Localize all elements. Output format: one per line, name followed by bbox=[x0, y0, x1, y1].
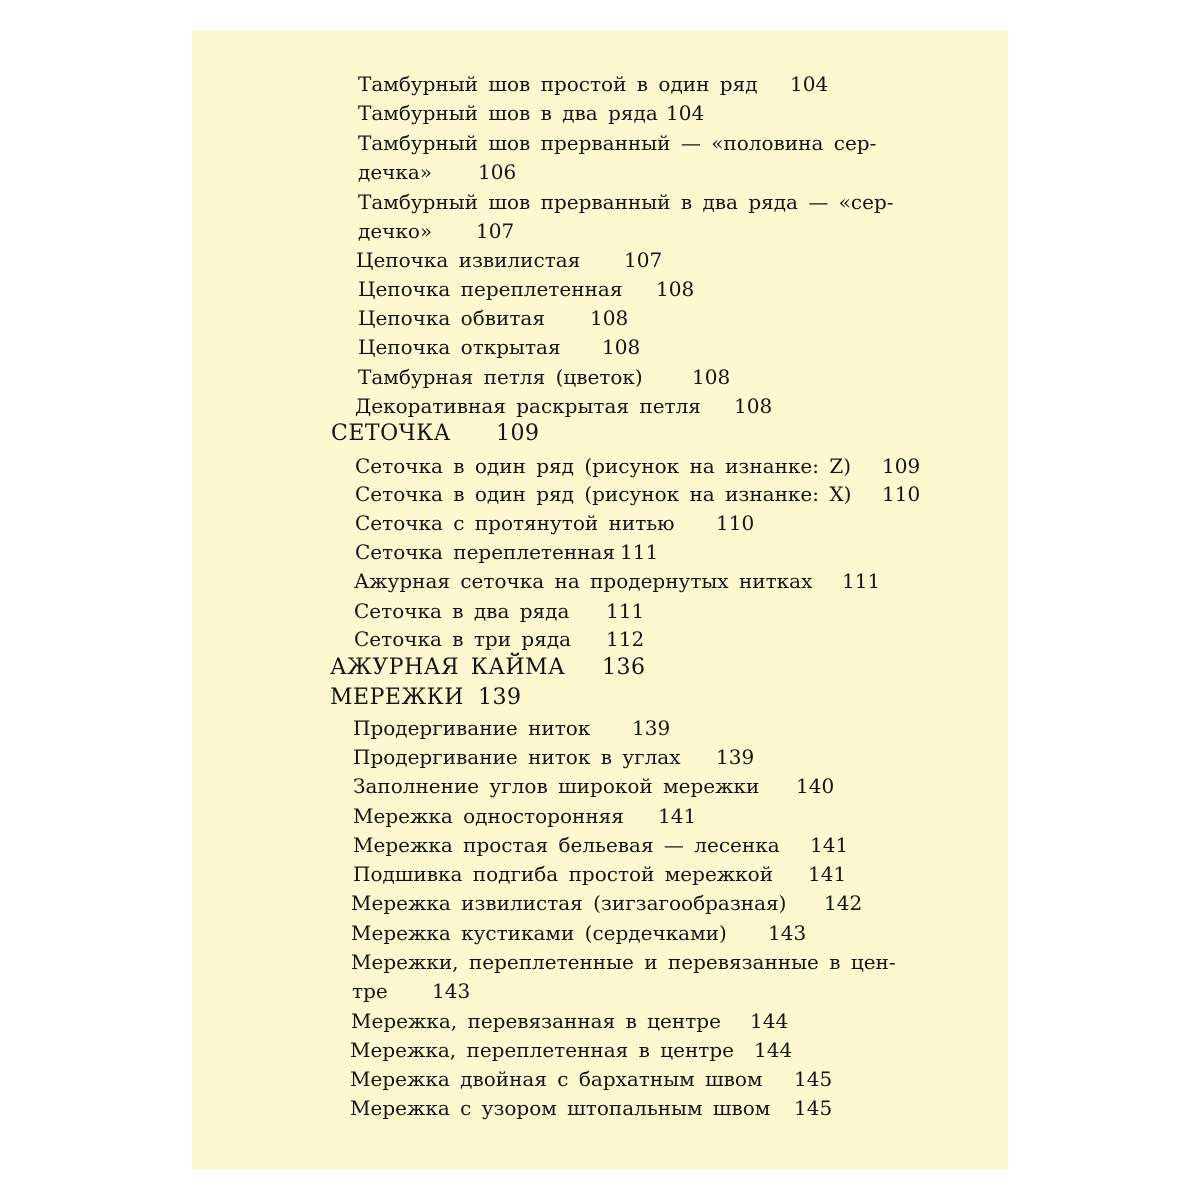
toc-entry-title: Цепочка переплетенная bbox=[358, 277, 623, 301]
toc-entry bbox=[358, 306, 629, 330]
toc-page-number: 108 bbox=[692, 365, 731, 389]
toc-entry bbox=[358, 365, 731, 389]
toc-entry-title: дечко» bbox=[358, 219, 433, 243]
toc-entry-title: Мережка, переплетенная в центре bbox=[350, 1038, 734, 1062]
toc-page-number: 144 bbox=[750, 1009, 789, 1033]
toc-entry bbox=[358, 101, 705, 125]
toc-entry-title: дечка» bbox=[358, 160, 433, 184]
toc-entry bbox=[353, 833, 849, 857]
toc-entry bbox=[353, 804, 697, 828]
toc-entry bbox=[358, 219, 515, 243]
toc-entry-title: СЕТОЧКА bbox=[331, 421, 451, 446]
toc-entry-title: Тамбурный шов прерванный в два ряда — «сер- bbox=[358, 190, 894, 214]
toc-page-number: 139 bbox=[716, 745, 755, 769]
toc-page-number: 141 bbox=[658, 804, 697, 828]
toc-entry-title: Сеточка в три ряда bbox=[354, 627, 572, 651]
toc-entry-title: Ажурная сеточка на продернутых нитках bbox=[354, 569, 813, 593]
toc-entry bbox=[355, 394, 773, 418]
toc-entry-title: Цепочка открытая bbox=[358, 335, 561, 359]
toc-page-number: 108 bbox=[656, 277, 695, 301]
toc-entry bbox=[352, 979, 471, 1003]
toc-page-number: 109 bbox=[882, 454, 921, 478]
toc-page-number: 141 bbox=[808, 862, 847, 886]
toc-page-number: 136 bbox=[602, 655, 646, 680]
toc-page-number: 104 bbox=[790, 72, 829, 96]
toc-entry-title: Мережки, переплетенные и перевязанные в цен- bbox=[351, 950, 896, 974]
toc-entry-title: Мережка извилистая (зигзагообразная) bbox=[351, 891, 787, 915]
toc-entry bbox=[351, 1009, 789, 1033]
toc-entry bbox=[354, 569, 881, 593]
toc-entry bbox=[355, 454, 921, 478]
toc-page-number: 139 bbox=[478, 685, 522, 710]
toc-page-number: 109 bbox=[496, 421, 540, 446]
toc-entry-title: Тамбурный шов прерванный — «половина сер- bbox=[358, 131, 877, 155]
toc-entry-title: Декоративная раскрытая петля bbox=[355, 394, 701, 418]
toc-page-number: 143 bbox=[432, 979, 471, 1003]
toc-entry bbox=[351, 950, 896, 974]
toc-entry-title: АЖУРНАЯ КАЙМА bbox=[330, 655, 566, 680]
toc-page-number: 107 bbox=[476, 219, 515, 243]
toc-entry-title: Сеточка в один ряд (рисунок на изнанке: X) bbox=[355, 482, 852, 506]
toc-entry-title: Сеточка в два ряда bbox=[354, 599, 570, 623]
toc-entry bbox=[355, 511, 755, 535]
toc-section-heading bbox=[331, 421, 540, 446]
toc-page-number: 140 bbox=[796, 774, 835, 798]
toc-entry-title: Тамбурный шов простой в один ряд bbox=[358, 72, 758, 96]
toc-entry-title: Сеточка в один ряд (рисунок на изнанке: Z) bbox=[355, 454, 852, 478]
toc-section-heading bbox=[330, 685, 522, 710]
toc-entry bbox=[353, 745, 755, 769]
toc-entry-title: Тамбурный шов в два ряда bbox=[358, 101, 658, 125]
toc-entry bbox=[350, 1067, 833, 1091]
toc-entry-title: Мережка, перевязанная в центре bbox=[351, 1009, 721, 1033]
toc-page-number: 111 bbox=[606, 599, 645, 623]
toc-section-heading bbox=[330, 655, 646, 680]
toc-entry-title: Мережка двойная с бархатным швом bbox=[350, 1067, 763, 1091]
toc-entry-title: Продергивание ниток в углах bbox=[353, 745, 681, 769]
toc-page-number: 111 bbox=[842, 569, 881, 593]
toc-entry-title: Мережка простая бельевая — лесенка bbox=[353, 833, 780, 857]
toc-entry bbox=[354, 627, 645, 651]
toc-page-number: 112 bbox=[606, 627, 645, 651]
toc-page-number: 141 bbox=[810, 833, 849, 857]
toc-entry-title: тре bbox=[352, 979, 388, 1003]
toc-page-number: 145 bbox=[794, 1067, 833, 1091]
toc-entry bbox=[351, 921, 807, 945]
toc-page-number: 145 bbox=[794, 1096, 833, 1120]
toc-page-number: 106 bbox=[478, 160, 517, 184]
toc-entry bbox=[350, 1038, 793, 1062]
toc-entry bbox=[353, 774, 835, 798]
toc-entry-title: Мережка кустиками (сердечками) bbox=[351, 921, 727, 945]
toc-entry bbox=[358, 72, 829, 96]
toc-entry-title: Цепочка обвитая bbox=[358, 306, 545, 330]
toc-entry bbox=[358, 277, 695, 301]
toc-entry-title: Заполнение углов широкой мережки bbox=[353, 774, 760, 798]
toc-page-number: 108 bbox=[590, 306, 629, 330]
toc-entry-title: Мережка односторонняя bbox=[353, 804, 624, 828]
toc-entry-title: Мережка с узором штопальным швом bbox=[350, 1096, 771, 1120]
toc-entry bbox=[355, 482, 921, 506]
toc-page-number: 104 bbox=[666, 101, 705, 125]
toc-page-number: 108 bbox=[602, 335, 641, 359]
book-page bbox=[192, 30, 1008, 1170]
toc-entry bbox=[353, 716, 671, 740]
toc-entry bbox=[354, 599, 645, 623]
toc-page-number: 108 bbox=[734, 394, 773, 418]
table-of-contents bbox=[192, 30, 1008, 1170]
toc-entry bbox=[351, 891, 863, 915]
toc-page-number: 139 bbox=[632, 716, 671, 740]
toc-page-number: 110 bbox=[882, 482, 921, 506]
toc-entry bbox=[358, 190, 894, 214]
toc-page-number: 110 bbox=[716, 511, 755, 535]
toc-entry-title: Сеточка переплетенная bbox=[355, 540, 616, 564]
toc-page-number: 142 bbox=[824, 891, 863, 915]
toc-entry bbox=[358, 335, 641, 359]
toc-entry bbox=[358, 131, 876, 155]
toc-entry-title: Тамбурная петля (цветок) bbox=[358, 365, 643, 389]
toc-entry-title: Подшивка подгиба простой мережкой bbox=[353, 862, 774, 886]
toc-entry bbox=[358, 160, 517, 184]
toc-entry bbox=[355, 540, 659, 564]
toc-page-number: 144 bbox=[754, 1038, 793, 1062]
toc-page-number: 107 bbox=[624, 248, 663, 272]
toc-entry-title: МЕРЕЖКИ bbox=[330, 685, 464, 710]
toc-entry bbox=[356, 248, 663, 272]
toc-entry-title: Сеточка с протянутой нитью bbox=[355, 511, 675, 535]
toc-entry bbox=[350, 1096, 833, 1120]
toc-entry bbox=[353, 862, 847, 886]
toc-entry-title: Цепочка извилистая bbox=[356, 248, 581, 272]
toc-entry-title: Продергивание ниток bbox=[353, 716, 591, 740]
toc-page-number: 111 bbox=[620, 540, 659, 564]
toc-page-number: 143 bbox=[768, 921, 807, 945]
